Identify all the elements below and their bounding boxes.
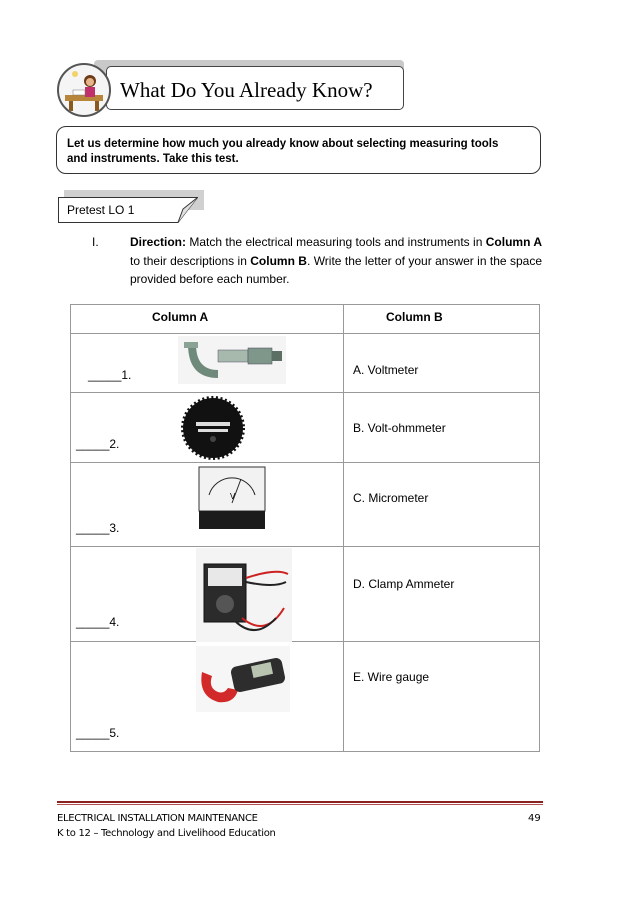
- footer-program: K to 12 – Technology and Livelihood Education: [57, 828, 276, 839]
- choice-c: C. Micrometer: [353, 491, 429, 505]
- column-a-header: Column A: [152, 310, 209, 324]
- footer-rule: [57, 801, 543, 803]
- table-rule: [70, 641, 540, 642]
- intro-line-1: Let us determine how much you already know about selecting measuring tools: [67, 138, 499, 150]
- answer-blank-5[interactable]: _____5.: [76, 726, 120, 740]
- direction-number: I.: [92, 235, 99, 249]
- footer-course-title: ELECTRICAL INSTALLATION MAINTENANCE: [57, 813, 258, 824]
- footer-rule-thin: [57, 804, 543, 805]
- table-rule: [70, 462, 540, 463]
- answer-blank-1[interactable]: _____1.: [88, 368, 132, 382]
- wire-gauge-image: [180, 395, 246, 461]
- table-rule: [70, 392, 540, 393]
- direction-part3: . Write the letter of your answer in the space provided before each number.: [130, 253, 542, 286]
- pretest-label: Pretest LO 1: [67, 203, 135, 217]
- volt-ohmmeter-image: [196, 548, 292, 642]
- answer-blank-3[interactable]: _____3.: [76, 521, 120, 535]
- direction-text: [130, 233, 542, 289]
- table-divider: [343, 304, 344, 752]
- micrometer-image: [178, 336, 286, 384]
- choice-d: D. Clamp Ammeter: [353, 577, 455, 591]
- direction-col-a: Column A: [485, 235, 542, 249]
- direction-part1: Match the electrical measuring tools and instruments in: [186, 235, 486, 249]
- clamp-ammeter-image: [196, 646, 290, 712]
- table-rule: [70, 333, 540, 334]
- choice-b: B. Volt-ohmmeter: [353, 421, 446, 435]
- voltmeter-image: [197, 465, 267, 531]
- student-reading-icon: [57, 63, 111, 117]
- section-title: What Do You Already Know?: [120, 78, 373, 102]
- answer-blank-4[interactable]: _____4.: [76, 615, 120, 629]
- intro-text: [67, 137, 527, 167]
- direction-col-b: Column B: [250, 253, 307, 268]
- column-b-header: Column B: [386, 310, 443, 324]
- choice-a: A. Voltmeter: [353, 363, 419, 377]
- table-rule: [70, 546, 540, 547]
- page-number: 49: [528, 813, 541, 824]
- answer-blank-2[interactable]: _____2.: [76, 437, 120, 451]
- direction-part2: to their descriptions in: [130, 253, 251, 268]
- svg-text:V: V: [230, 492, 236, 501]
- matching-table: [70, 304, 540, 752]
- intro-line-2: and instruments. Take this test.: [67, 153, 239, 165]
- choice-e: E. Wire gauge: [353, 670, 430, 684]
- direction-lead: Direction:: [130, 235, 187, 249]
